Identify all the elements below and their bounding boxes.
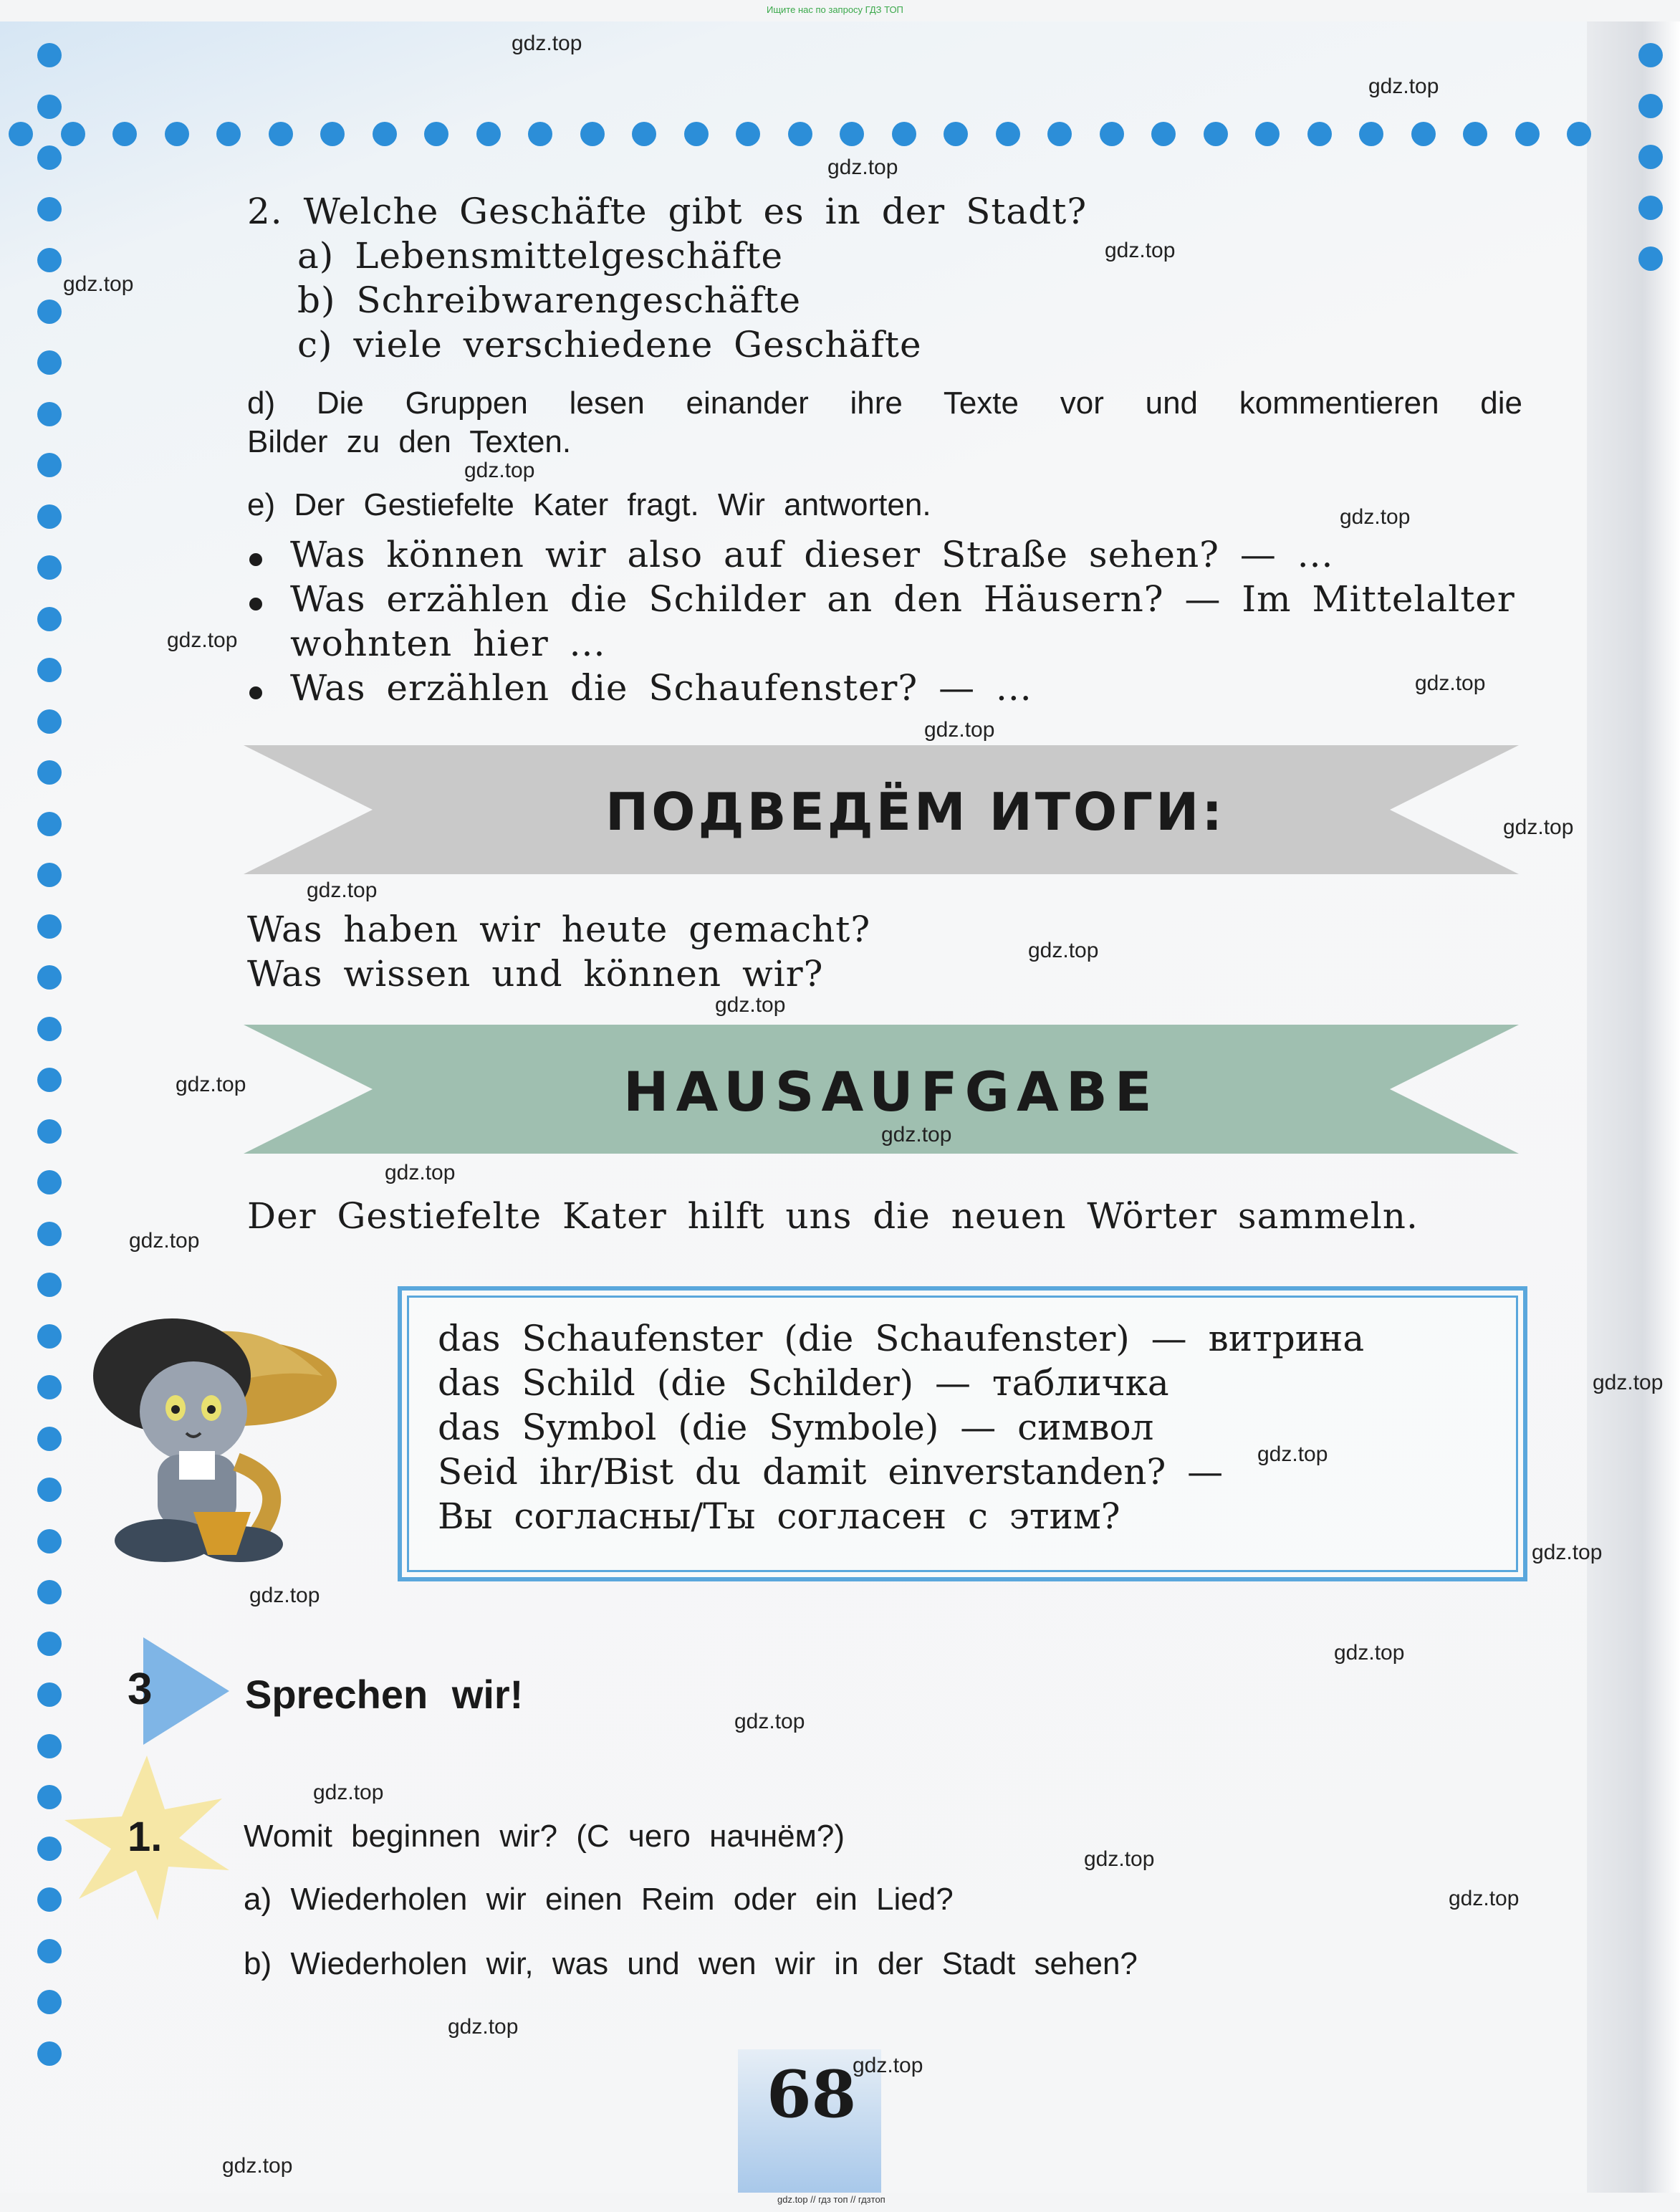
- border-dot: [1515, 122, 1540, 146]
- watermark: gdz.top: [1084, 1847, 1155, 1871]
- border-dot: [37, 1017, 62, 1041]
- border-dot: [1047, 122, 1072, 146]
- watermark: gdz.top: [1257, 1442, 1328, 1466]
- border-dot: [37, 1837, 62, 1861]
- border-dot: [37, 1427, 62, 1451]
- border-dot: [37, 555, 62, 580]
- watermark: gdz.top: [1449, 1887, 1520, 1910]
- border-dot: [37, 1734, 62, 1758]
- border-dot: [9, 122, 33, 146]
- border-dot: [320, 122, 345, 146]
- watermark: gdz.top: [512, 32, 582, 55]
- border-dot: [37, 145, 62, 170]
- border-dot: [892, 122, 916, 146]
- border-dot: [37, 1887, 62, 1912]
- border-dot: [37, 43, 62, 67]
- option-b: b) Schreibwarengeschäfte: [297, 279, 802, 321]
- border-dot: [736, 122, 760, 146]
- watermark: gdz.top: [827, 155, 898, 179]
- border-dot: [37, 914, 62, 939]
- border-dot: [37, 1580, 62, 1604]
- border-dot: [996, 122, 1020, 146]
- border-dot: [165, 122, 189, 146]
- border-dot: [37, 1478, 62, 1502]
- watermark: gdz.top: [715, 993, 786, 1017]
- border-dot: [37, 402, 62, 426]
- watermark: gdz.top: [1503, 815, 1574, 839]
- border-dot: [37, 1682, 62, 1707]
- watermark: gdz.top: [464, 459, 535, 482]
- border-dot: [1100, 122, 1124, 146]
- border-dot: [37, 607, 62, 631]
- border-dot: [37, 95, 62, 119]
- watermark: gdz.top: [129, 1229, 200, 1253]
- puss-in-boots-illustration: [86, 1297, 358, 1569]
- option-c: c) viele verschiedene Geschäfte: [297, 324, 922, 365]
- border-dot: [1638, 43, 1663, 67]
- task-d-line2: Bilder zu den Texten.: [247, 424, 572, 459]
- watermark: gdz.top: [167, 628, 238, 652]
- border-dot: [37, 812, 62, 836]
- border-dot: [684, 122, 709, 146]
- bullet-dot: [249, 553, 262, 566]
- border-dot: [1204, 122, 1228, 146]
- watermark: gdz.top: [1368, 75, 1439, 98]
- border-dot: [37, 453, 62, 477]
- border-dot: [424, 122, 448, 146]
- border-dot: [37, 300, 62, 324]
- border-dot: [37, 504, 62, 529]
- vocab-line: das Schild (die Schilder) — табличка: [438, 1362, 1169, 1404]
- exercise-question: Womit beginnen wir? (С чего начнём?): [244, 1819, 845, 1854]
- border-dot: [788, 122, 812, 146]
- vocab-line: Вы согласны/Ты согласен с этим?: [438, 1495, 1120, 1537]
- watermark: gdz.top: [249, 1584, 320, 1607]
- border-dot: [37, 1375, 62, 1399]
- watermark: gdz.top: [853, 2054, 923, 2077]
- bullet-2: Was erzählen die Schilder an den Häusern? — Im Mittelalter: [290, 578, 1515, 620]
- border-dot: [37, 1324, 62, 1349]
- vocab-line: das Symbol (die Symbole) — символ: [438, 1407, 1154, 1448]
- top-note: Ищите нас по запросу ГДЗ ТОП: [767, 4, 903, 15]
- section-arrow-icon: [143, 1637, 229, 1745]
- watermark: gdz.top: [448, 2015, 519, 2039]
- page-edge: [1587, 21, 1680, 2193]
- exercise-a: a) Wiederholen wir einen Reim oder ein Lied?: [244, 1882, 954, 1917]
- border-dot: [37, 248, 62, 272]
- summary-banner-title: ПОДВЕДЁМ ИТОГИ:: [605, 782, 1226, 842]
- watermark: gdz.top: [881, 1123, 952, 1146]
- border-dot: [1359, 122, 1383, 146]
- summary-question-2: Was wissen und können wir?: [247, 953, 824, 995]
- section-number: 3: [128, 1665, 153, 1714]
- border-dot: [37, 1222, 62, 1246]
- watermark: gdz.top: [1028, 939, 1099, 962]
- summary-question-1: Was haben wir heute gemacht?: [247, 909, 871, 950]
- watermark: gdz.top: [1334, 1641, 1405, 1665]
- watermark: gdz.top: [1532, 1541, 1603, 1564]
- border-dot: [528, 122, 552, 146]
- border-dot: [476, 122, 501, 146]
- task-d-line1: d) Die Gruppen lesen einander ihre Texte vor und kommentieren die: [247, 386, 1522, 421]
- border-dot: [37, 1939, 62, 1963]
- watermark: gdz.top: [734, 1710, 805, 1733]
- border-dot: [1638, 246, 1663, 271]
- border-dot: [1307, 122, 1332, 146]
- watermark: gdz.top: [307, 878, 378, 902]
- bullet-1: Was können wir also auf dieser Straße sehen? — ...: [290, 534, 1334, 575]
- bullet-3: Was erzählen die Schaufenster? — ...: [290, 667, 1032, 709]
- border-dot: [37, 1785, 62, 1809]
- border-dot: [37, 1990, 62, 2014]
- border-dot: [1638, 196, 1663, 220]
- border-dot: [37, 197, 62, 221]
- border-dot: [37, 1273, 62, 1297]
- option-a: a) Lebensmittelgeschäfte: [297, 235, 784, 277]
- summary-banner: [244, 738, 1526, 881]
- border-dot: [37, 965, 62, 990]
- page-number: 68: [767, 2057, 857, 2132]
- homework-banner-title: HAUSAUFGABE: [623, 1060, 1159, 1124]
- border-dot: [1638, 94, 1663, 118]
- border-dot: [1255, 122, 1280, 146]
- watermark: gdz.top: [1105, 239, 1176, 262]
- border-dot: [944, 122, 968, 146]
- watermark: gdz.top: [222, 2154, 293, 2178]
- border-dot: [37, 1068, 62, 1092]
- border-dot: [1151, 122, 1176, 146]
- border-dot: [37, 658, 62, 682]
- watermark: gdz.top: [313, 1781, 384, 1804]
- border-dot: [269, 122, 293, 146]
- section-title: Sprechen wir!: [245, 1672, 524, 1717]
- exercise-number: 1.: [128, 1814, 163, 1860]
- border-dot: [37, 1119, 62, 1144]
- watermark: gdz.top: [385, 1161, 456, 1184]
- bullet-dot: [249, 686, 262, 699]
- watermark: gdz.top: [924, 718, 995, 742]
- border-dot: [37, 1632, 62, 1656]
- border-dot: [37, 863, 62, 887]
- question-2: 2. Welche Geschäfte gibt es in der Stadt?: [247, 191, 1088, 232]
- watermark: gdz.top: [1593, 1371, 1664, 1394]
- vocab-line: das Schaufenster (die Schaufenster) — витрина: [438, 1318, 1365, 1359]
- homework-text: Der Gestiefelte Kater hilft uns die neuen Wörter sammeln.: [247, 1195, 1419, 1237]
- exercise-b: b) Wiederholen wir, was und wen wir in der Stadt sehen?: [244, 1946, 1138, 1981]
- border-dot: [61, 122, 85, 146]
- border-dot: [632, 122, 656, 146]
- border-dot: [37, 1529, 62, 1553]
- watermark: gdz.top: [176, 1073, 246, 1096]
- border-dot: [373, 122, 397, 146]
- bullet-2-cont: wohnten hier ...: [290, 623, 606, 664]
- border-dot: [580, 122, 605, 146]
- watermark: gdz.top: [63, 272, 134, 296]
- vocab-line: Seid ihr/Bist du damit einverstanden? —: [438, 1451, 1224, 1493]
- border-dot: [37, 760, 62, 785]
- border-dot: [1411, 122, 1436, 146]
- task-e-intro: e) Der Gestiefelte Kater fragt. Wir antworten.: [247, 487, 931, 522]
- border-dot: [37, 709, 62, 734]
- border-dot: [37, 1170, 62, 1194]
- border-dot: [840, 122, 864, 146]
- border-dot: [1638, 145, 1663, 169]
- watermark: gdz.top: [1415, 671, 1486, 695]
- vocabulary-box: [398, 1286, 1527, 1581]
- footer-note: gdz.top // гдз топ // гдзтоп: [777, 2194, 885, 2205]
- bullet-dot: [249, 598, 262, 611]
- border-dot: [216, 122, 241, 146]
- border-dot: [112, 122, 137, 146]
- watermark: gdz.top: [1340, 505, 1411, 529]
- border-dot: [37, 2041, 62, 2066]
- border-dot: [1567, 122, 1591, 146]
- border-dot: [1463, 122, 1487, 146]
- border-dot: [37, 350, 62, 375]
